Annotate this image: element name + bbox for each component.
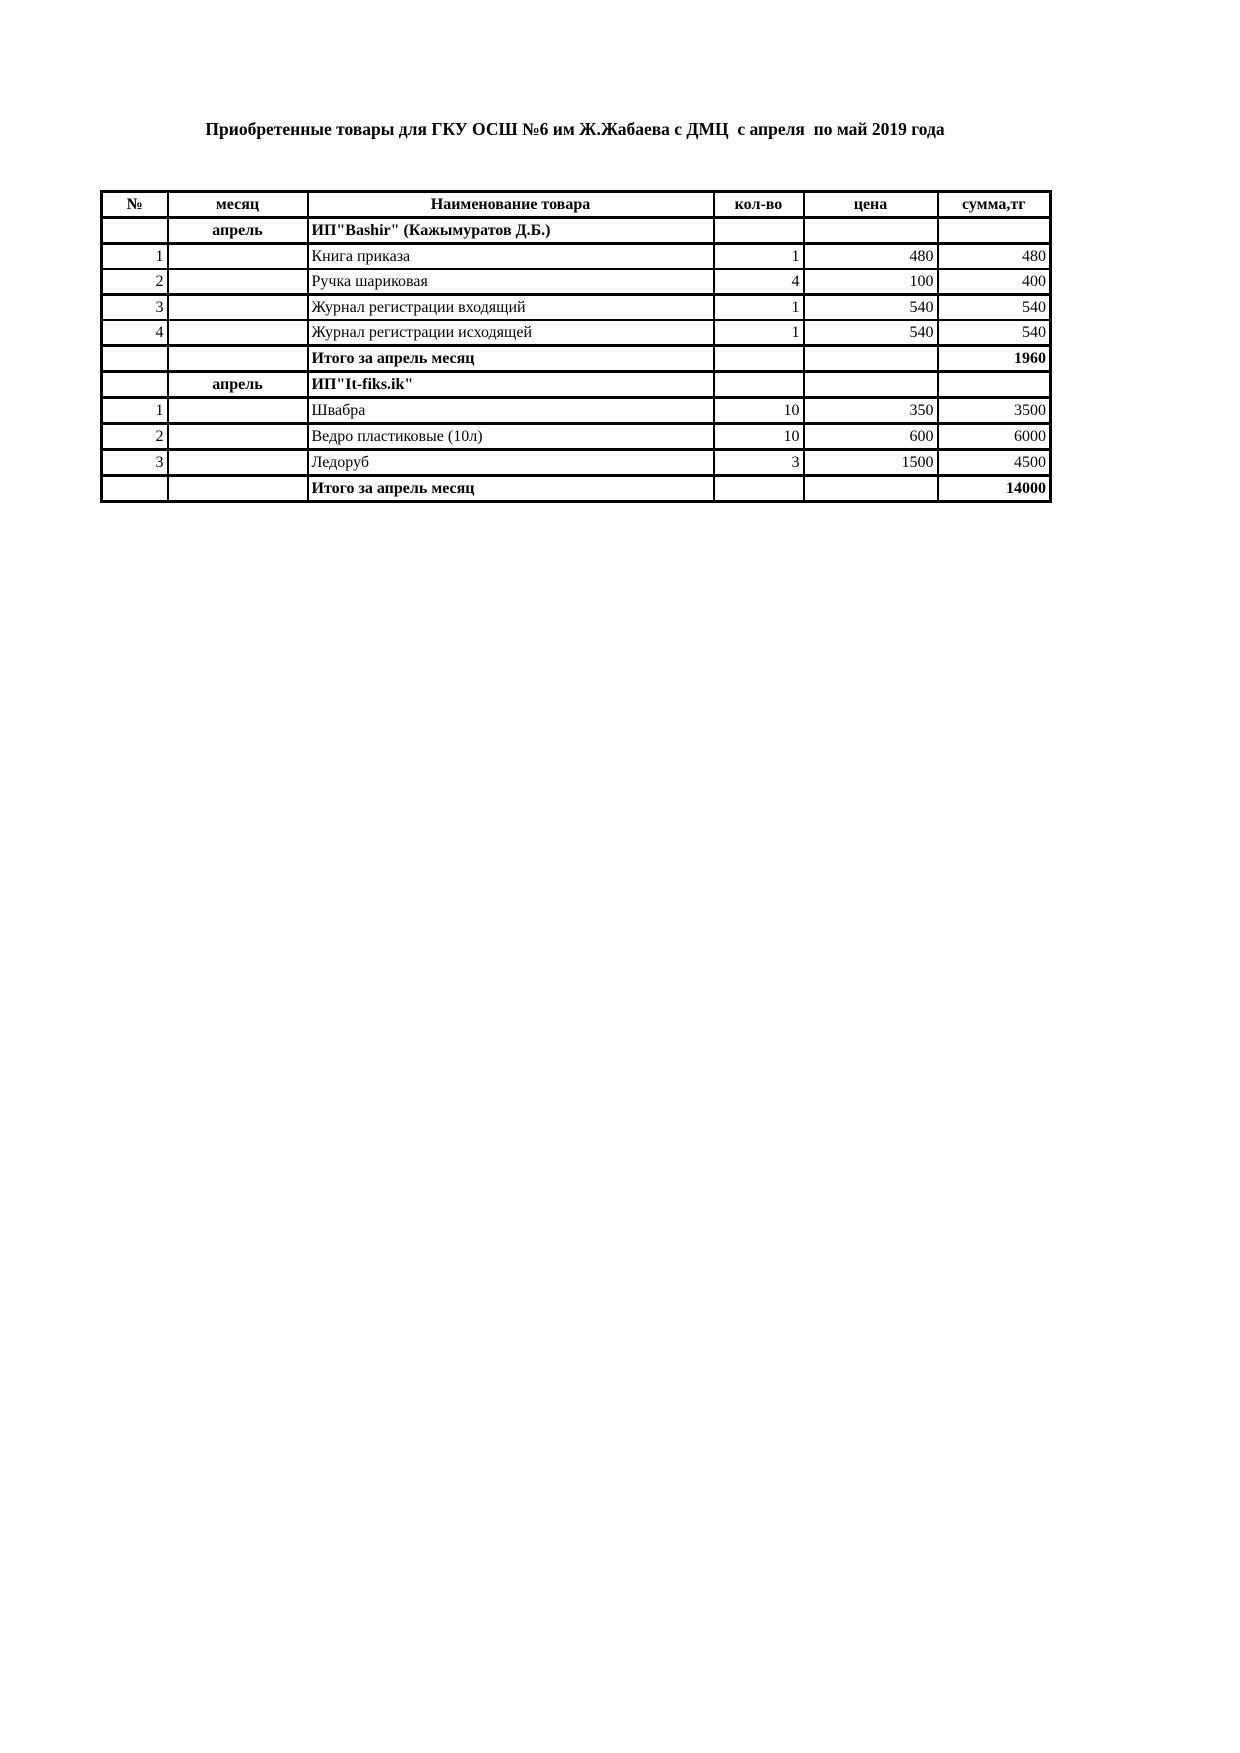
cell-qty: [714, 346, 804, 372]
cell-name: Книга приказа: [308, 244, 714, 270]
table-row-supplier: [102, 372, 1051, 398]
cell-month: [168, 295, 308, 321]
cell-month: апрель: [168, 372, 308, 398]
cell-price: 480: [804, 244, 938, 270]
cell-num: 1: [102, 244, 168, 270]
cell-name: Итого за апрель месяц: [308, 346, 714, 372]
cell-month: [168, 320, 308, 346]
cell-name: Швабра: [308, 398, 714, 424]
cell-price: [804, 346, 938, 372]
column-header-qty: кол-во: [714, 192, 804, 218]
table-row-item: [102, 398, 1051, 424]
cell-month: [168, 398, 308, 424]
cell-name: Ведро пластиковые (10л): [308, 424, 714, 450]
purchases-table: [100, 190, 1052, 503]
cell-num: [102, 372, 168, 398]
table-row-total: [102, 476, 1051, 502]
header-row: [102, 192, 1051, 218]
column-header-sum: сумма,тг: [938, 192, 1051, 218]
table-row-supplier: [102, 218, 1051, 244]
cell-month: [168, 346, 308, 372]
cell-qty: [714, 476, 804, 502]
cell-month: [168, 450, 308, 476]
cell-month: [168, 244, 308, 270]
cell-price: [804, 372, 938, 398]
cell-qty: 4: [714, 269, 804, 295]
cell-price: 540: [804, 295, 938, 321]
cell-name: Журнал регистрации исходящей: [308, 320, 714, 346]
table-row-item: [102, 244, 1051, 270]
cell-num: 3: [102, 295, 168, 321]
cell-sum: [938, 372, 1051, 398]
cell-qty: 1: [714, 295, 804, 321]
cell-num: 2: [102, 269, 168, 295]
cell-price: 100: [804, 269, 938, 295]
cell-sum: 1960: [938, 346, 1051, 372]
cell-sum: 540: [938, 320, 1051, 346]
cell-qty: 10: [714, 398, 804, 424]
cell-qty: 1: [714, 320, 804, 346]
cell-qty: 1: [714, 244, 804, 270]
column-header-name: Наименование товара: [308, 192, 714, 218]
cell-num: [102, 346, 168, 372]
cell-name: Журнал регистрации входящий: [308, 295, 714, 321]
cell-name: ИП"It-fiks.ik": [308, 372, 714, 398]
cell-price: [804, 476, 938, 502]
cell-qty: 3: [714, 450, 804, 476]
column-header-price: цена: [804, 192, 938, 218]
page-title: Приобретенные товары для ГКУ ОСШ №6 им Ж.Жабаева с ДМЦ с апреля по май 2019 года: [205, 119, 945, 139]
column-header-num: №: [102, 192, 168, 218]
cell-qty: 10: [714, 424, 804, 450]
cell-price: 350: [804, 398, 938, 424]
cell-sum: 14000: [938, 476, 1051, 502]
table-row-item: [102, 295, 1051, 321]
table-body: [102, 218, 1051, 502]
cell-name: Ручка шариковая: [308, 269, 714, 295]
cell-sum: 540: [938, 295, 1051, 321]
cell-month: [168, 424, 308, 450]
table-header: [102, 192, 1051, 218]
cell-num: [102, 218, 168, 244]
cell-name: ИП"Bashir" (Кажымуратов Д.Б.): [308, 218, 714, 244]
cell-num: [102, 476, 168, 502]
cell-sum: 480: [938, 244, 1051, 270]
table-row-item: [102, 320, 1051, 346]
cell-price: 540: [804, 320, 938, 346]
table-row-total: [102, 346, 1051, 372]
cell-name: Ледоруб: [308, 450, 714, 476]
column-header-month: месяц: [168, 192, 308, 218]
cell-month: [168, 269, 308, 295]
cell-num: 1: [102, 398, 168, 424]
cell-sum: 400: [938, 269, 1051, 295]
table-row-item: [102, 450, 1051, 476]
cell-price: 600: [804, 424, 938, 450]
cell-num: 3: [102, 450, 168, 476]
cell-price: [804, 218, 938, 244]
cell-sum: 6000: [938, 424, 1051, 450]
cell-month: апрель: [168, 218, 308, 244]
cell-sum: 4500: [938, 450, 1051, 476]
cell-num: 2: [102, 424, 168, 450]
cell-qty: [714, 372, 804, 398]
cell-qty: [714, 218, 804, 244]
cell-price: 1500: [804, 450, 938, 476]
table-row-item: [102, 424, 1051, 450]
cell-sum: 3500: [938, 398, 1051, 424]
cell-name: Итого за апрель месяц: [308, 476, 714, 502]
cell-num: 4: [102, 320, 168, 346]
cell-sum: [938, 218, 1051, 244]
cell-month: [168, 476, 308, 502]
table-row-item: [102, 269, 1051, 295]
